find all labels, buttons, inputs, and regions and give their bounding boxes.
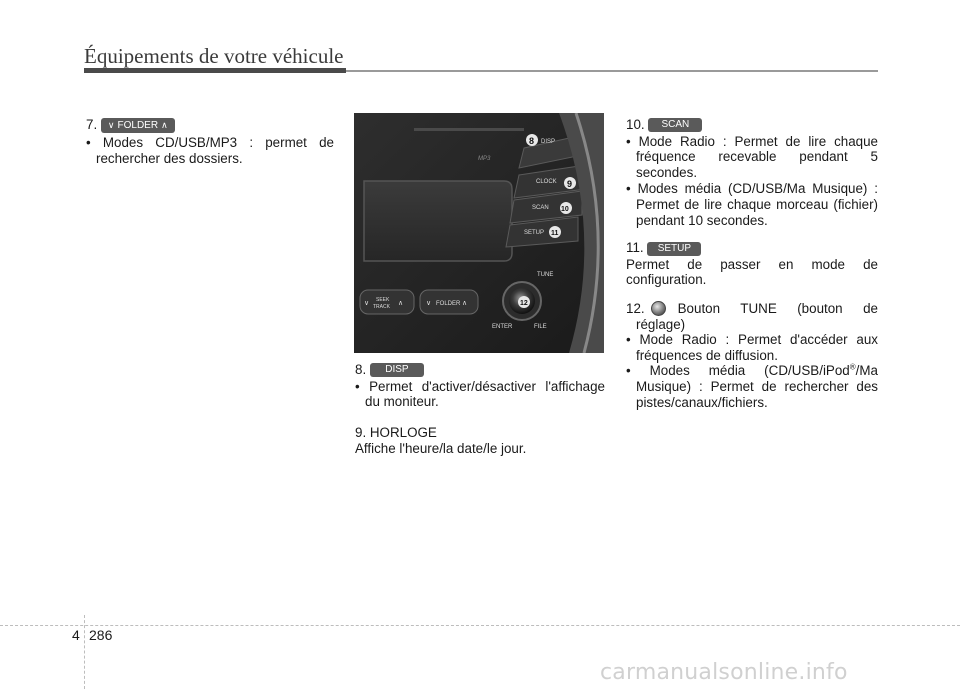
item-10-bullet-1-line-3: secondes. [636, 164, 698, 180]
header-rule-light [346, 70, 878, 72]
item-8-number: 8. [355, 362, 367, 377]
tune-label: TUNE [537, 272, 554, 278]
item-12-line-2: réglage) [636, 316, 686, 332]
item-12-bullet-1-line-2: fréquences de diffusion. [636, 347, 778, 363]
item-10-bullet-2-line-3: pendant 10 secondes. [636, 212, 768, 228]
registered-mark: ® [849, 362, 856, 372]
item-8-line-2: du moniteur. [365, 394, 439, 410]
item-12-bullet-1-line-1: • Mode Radio : Permet d'accéder aux [626, 332, 878, 348]
setup-key-label: SETUP [647, 242, 701, 256]
callout-9: 9 [567, 179, 573, 189]
middle-column [355, 362, 605, 457]
mp3-logo-text: MP3 [478, 156, 491, 162]
chevron-down-icon: ∨ [107, 119, 115, 130]
item-7-line-2: rechercher des dossiers. [96, 150, 243, 166]
callout-8: 8 [529, 136, 535, 146]
item-7-number: 7. [86, 117, 98, 132]
callout-10: 10 [561, 206, 569, 213]
item-12-heading [626, 301, 878, 317]
item-11-line-1: Permet de passer en mode de [626, 256, 878, 272]
item-10-bullet-1-line-1: • Mode Radio : Permet de lire chaque [626, 133, 878, 149]
item-8-line-1: • Permet d'activer/désactiver l'affichage [355, 378, 605, 394]
item-12-number: 12. [626, 300, 645, 316]
folder-label: FOLDER [436, 301, 461, 307]
header-rule-dark [84, 68, 346, 73]
scan-button-label: SCAN [532, 205, 549, 211]
footer-dashed-line [0, 625, 960, 626]
disp-key-label: DISP [370, 363, 424, 377]
audio-panel-figure [354, 113, 604, 353]
folder-key-text: FOLDER [117, 119, 159, 131]
item-12-bullet-2-text-a: • Modes média (CD/USB/iPod [626, 363, 850, 379]
page-number: 286 [89, 627, 113, 643]
item-12-line-1: Bouton TUNE (bouton de [677, 300, 878, 316]
item-7-heading [86, 117, 334, 133]
item-9-title: 9. HORLOGE [355, 424, 437, 440]
folder-chevron-down-icon: ∨ [426, 300, 432, 307]
item-11-heading [626, 240, 878, 256]
setup-button-label: SETUP [524, 230, 545, 236]
item-10-heading [626, 117, 878, 133]
audio-panel-illustration [354, 113, 604, 353]
item-10-bullet-2-line-1: • Modes média (CD/USB/Ma Musique) : [626, 181, 878, 197]
item-7-line-1: • Modes CD/USB/MP3 : permet de [86, 134, 334, 150]
item-8-heading [355, 362, 605, 378]
folder-chevron-up-icon: ∧ [462, 300, 468, 307]
chapter-number: 4 [72, 627, 80, 643]
item-10-bullet-2-line-2: Permet de lire chaque morceau (fichier) [636, 196, 878, 212]
tune-knob-icon [651, 301, 666, 316]
seek-label: SEEK [376, 297, 390, 303]
seek-chevron-up-icon: ∧ [398, 300, 404, 307]
item-12-bullet-2-line-1 [626, 363, 878, 379]
item-12-bullet-2-text-b: /Ma [855, 363, 878, 379]
disp-button-label: DISP [541, 139, 556, 145]
seek-chevron-down-icon: ∨ [364, 300, 370, 307]
footer-vertical-dashed-line [84, 615, 85, 689]
item-10-number: 10. [626, 117, 645, 132]
page-header-title: Équipements de votre véhicule [84, 44, 344, 68]
site-watermark: carmanualsonline.info [600, 660, 848, 685]
right-column [626, 117, 878, 410]
callout-11: 11 [551, 230, 559, 237]
item-11-line-2: configuration. [626, 272, 707, 288]
track-label: TRACK [373, 304, 390, 310]
callout-12: 12 [520, 300, 528, 307]
chevron-up-icon: ∧ [161, 119, 168, 130]
folder-key-label [101, 118, 175, 133]
clock-button-label: CLOCK [536, 179, 557, 185]
item-12-bullet-2-line-2: Musique) : Permet de rechercher des [636, 378, 878, 394]
item-11-number: 11. [626, 240, 644, 256]
enter-label: ENTER [492, 324, 513, 330]
item-10-bullet-1-line-2: fréquence recevable pendant 5 [636, 149, 878, 165]
item-9-text: Affiche l'heure/la date/le jour. [355, 441, 527, 457]
scan-key-label: SCAN [648, 118, 702, 132]
file-label: FILE [534, 324, 547, 330]
left-column [86, 117, 334, 166]
item-12-bullet-2-line-3: pistes/canaux/fichiers. [636, 394, 768, 410]
